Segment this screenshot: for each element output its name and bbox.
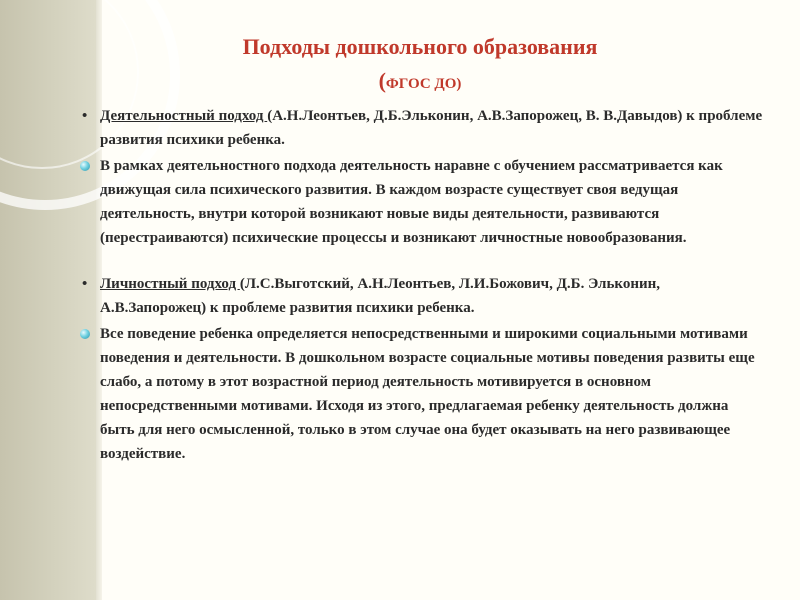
bullet-dot-icon: • bbox=[82, 108, 88, 124]
list-item bbox=[76, 104, 766, 152]
personal-description: Все поведение ребенка определяется непосредственными и широкими социальными мотивами поведения и деятельности. В дошкольном возрасте социальные мотивы поведения развиты еще слабо, а потому в этот возрастной период деятельность мотивируется в основном непосредственными мотивами. Исходя из этого, предлагаемая ребенку деятельность должна быть для него осмысленной, только в этом случае она будет оказывать на него развивающее воздействие. bbox=[100, 326, 755, 462]
approach-authors-personal: (Л.С.Выготский, А.Н.Леонтьев, Л.И.Божович, Д.Б. Эльконин, А.В.Запорожец) к проблеме развития психики ребенка. bbox=[100, 276, 661, 316]
title-paren-close: ) bbox=[456, 76, 462, 92]
title-paren-open: ( bbox=[378, 68, 386, 93]
activity-description: В рамках деятельностного подхода деятельность наравне с обучением рассматривается как движущая сила психического развития. В каждом возрасте существует своя ведущая деятельность, внутри которой возникают новые виды деятельности, развиваются (перестраиваются) психические процессы и возникают личностные новообразования. bbox=[100, 158, 723, 246]
list-item bbox=[76, 272, 766, 320]
approach-title-activity: Деятельностный подход bbox=[100, 108, 268, 124]
bullet-ball-icon bbox=[80, 161, 90, 171]
approach-title-personal: Личностный подход bbox=[100, 276, 240, 292]
title-standard: ФГОС ДО bbox=[385, 76, 457, 92]
approach-authors-activity: (А.Н.Леонтьев, Д.Б.Эльконин, А.В.Запорожец, В. В.Давыдов) к проблеме развития психики ребенка. bbox=[100, 108, 763, 148]
title-line-1: Подходы дошкольного образования bbox=[242, 34, 598, 59]
title-line-2 bbox=[160, 64, 680, 101]
list-item bbox=[76, 154, 766, 250]
slide-title bbox=[160, 30, 680, 101]
list-item bbox=[76, 322, 766, 466]
bullet-dot-icon: • bbox=[82, 276, 88, 292]
slide-content bbox=[76, 104, 766, 466]
bullet-ball-icon bbox=[80, 329, 90, 339]
